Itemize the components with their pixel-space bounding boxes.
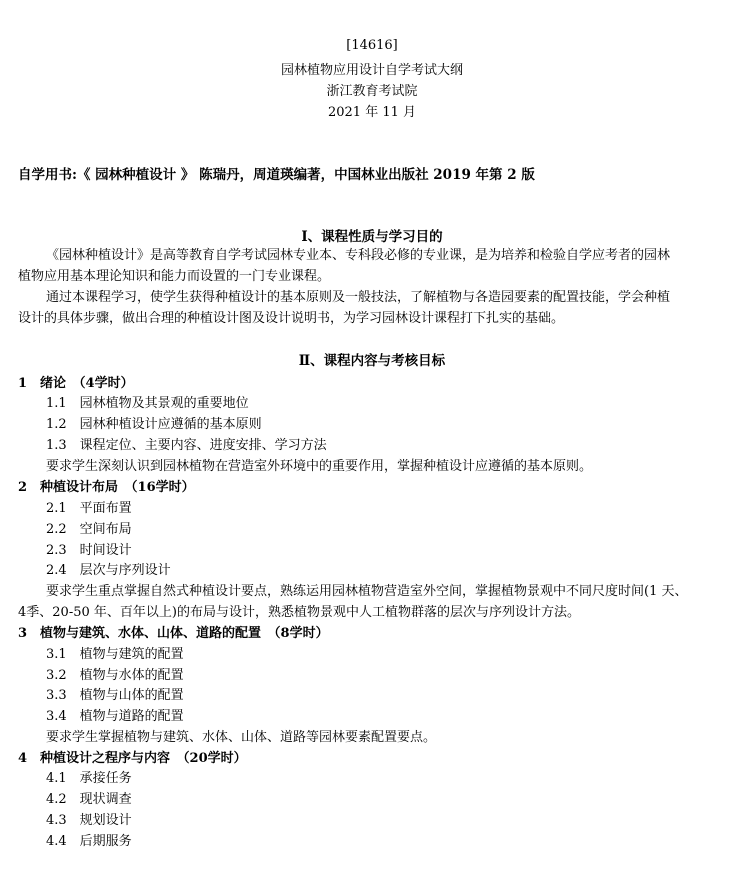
list-item: 3.4 植物与道路的配置 bbox=[46, 709, 184, 724]
list-item: 1.3 课程定位、主要内容、进度安排、学习方法 bbox=[46, 438, 327, 453]
list-item: 4.1 承接任务 bbox=[46, 771, 132, 786]
list-item: 4.2 现状调查 bbox=[46, 792, 132, 807]
doc-title: 园林植物应用设计自学考试大纲 bbox=[280, 63, 463, 78]
list-item: 2.3 时间设计 bbox=[46, 543, 132, 558]
requirement-text: 要求学生掌握植物与建筑、水体、山体、道路等园林要素配置要点。 bbox=[46, 730, 437, 745]
chapter-heading: 4 种植设计之程序与内容 （20学时） bbox=[18, 751, 247, 766]
text-line: 设计的具体步骤，做出合理的种植设计图及设计说明书，为学习园林设计课程打下扎实的基础。 bbox=[18, 311, 565, 326]
doc-code: [14616] bbox=[346, 38, 398, 53]
list-item: 3.1 植物与建筑的配置 bbox=[46, 647, 184, 662]
requirement-text: 4季、20-50 年、百年以上)的布局与设计，熟悉植物景观中人工植物群落的层次与序列设计方法。 bbox=[18, 605, 580, 620]
section2-title: Ⅱ、课程内容与考核目标 bbox=[298, 353, 446, 369]
doc-org: 浙江教育考试院 bbox=[326, 84, 418, 99]
list-item: 4.4 后期服务 bbox=[46, 834, 132, 849]
requirement-text: 要求学生深刻认识到园林植物在营造室外环境中的重要作用，掌握种植设计应遵循的基本原则。 bbox=[46, 459, 593, 474]
textbook-line: 自学用书:《 园林种植设计 》 陈瑞丹，周道瑛编著，中国林业出版社 2019 年第 2 版 bbox=[18, 167, 535, 183]
list-item: 2.2 空间布局 bbox=[46, 522, 132, 537]
list-item: 1.1 园林植物及其景观的重要地位 bbox=[46, 396, 249, 411]
list-item: 2.4 层次与序列设计 bbox=[46, 563, 171, 578]
list-item: 3.2 植物与水体的配置 bbox=[46, 668, 184, 683]
doc-date: 2021 年 11 月 bbox=[327, 105, 417, 120]
requirement-text: 要求学生重点掌握自然式种植设计要点，熟练运用园林植物营造室外空间，掌握植物景观中不同尺度时间(1 天、 bbox=[46, 584, 688, 599]
chapter-heading: 1 绪论 （4学时） bbox=[18, 376, 134, 391]
chapter-heading: 3 植物与建筑、水体、山体、道路的配置 （8学时） bbox=[18, 626, 329, 641]
list-item: 2.1 平面布置 bbox=[46, 501, 132, 516]
text-line: 《园林种植设计》是高等教育自学考试园林专业本、专科段必修的专业课，是为培养和检验自学应考者的园林 bbox=[46, 248, 671, 263]
section1-paragraph1 bbox=[18, 245, 730, 287]
list-item: 3.3 植物与山体的配置 bbox=[46, 688, 184, 703]
text-line: 植物应用基本理论知识和能力而设置的一门专业课程。 bbox=[18, 269, 331, 284]
section1-title: Ⅰ、课程性质与学习目的 bbox=[301, 229, 443, 245]
section1-paragraph2 bbox=[18, 287, 730, 329]
list-item: 1.2 园林种植设计应遵循的基本原则 bbox=[46, 417, 262, 432]
list-item: 4.3 规划设计 bbox=[46, 813, 132, 828]
text-line: 通过本课程学习，使学生获得种植设计的基本原则及一般技法，了解植物与各造园要素的配置技能，学会种植 bbox=[46, 290, 671, 305]
chapter-heading: 2 种植设计布局 （16学时） bbox=[18, 480, 195, 495]
